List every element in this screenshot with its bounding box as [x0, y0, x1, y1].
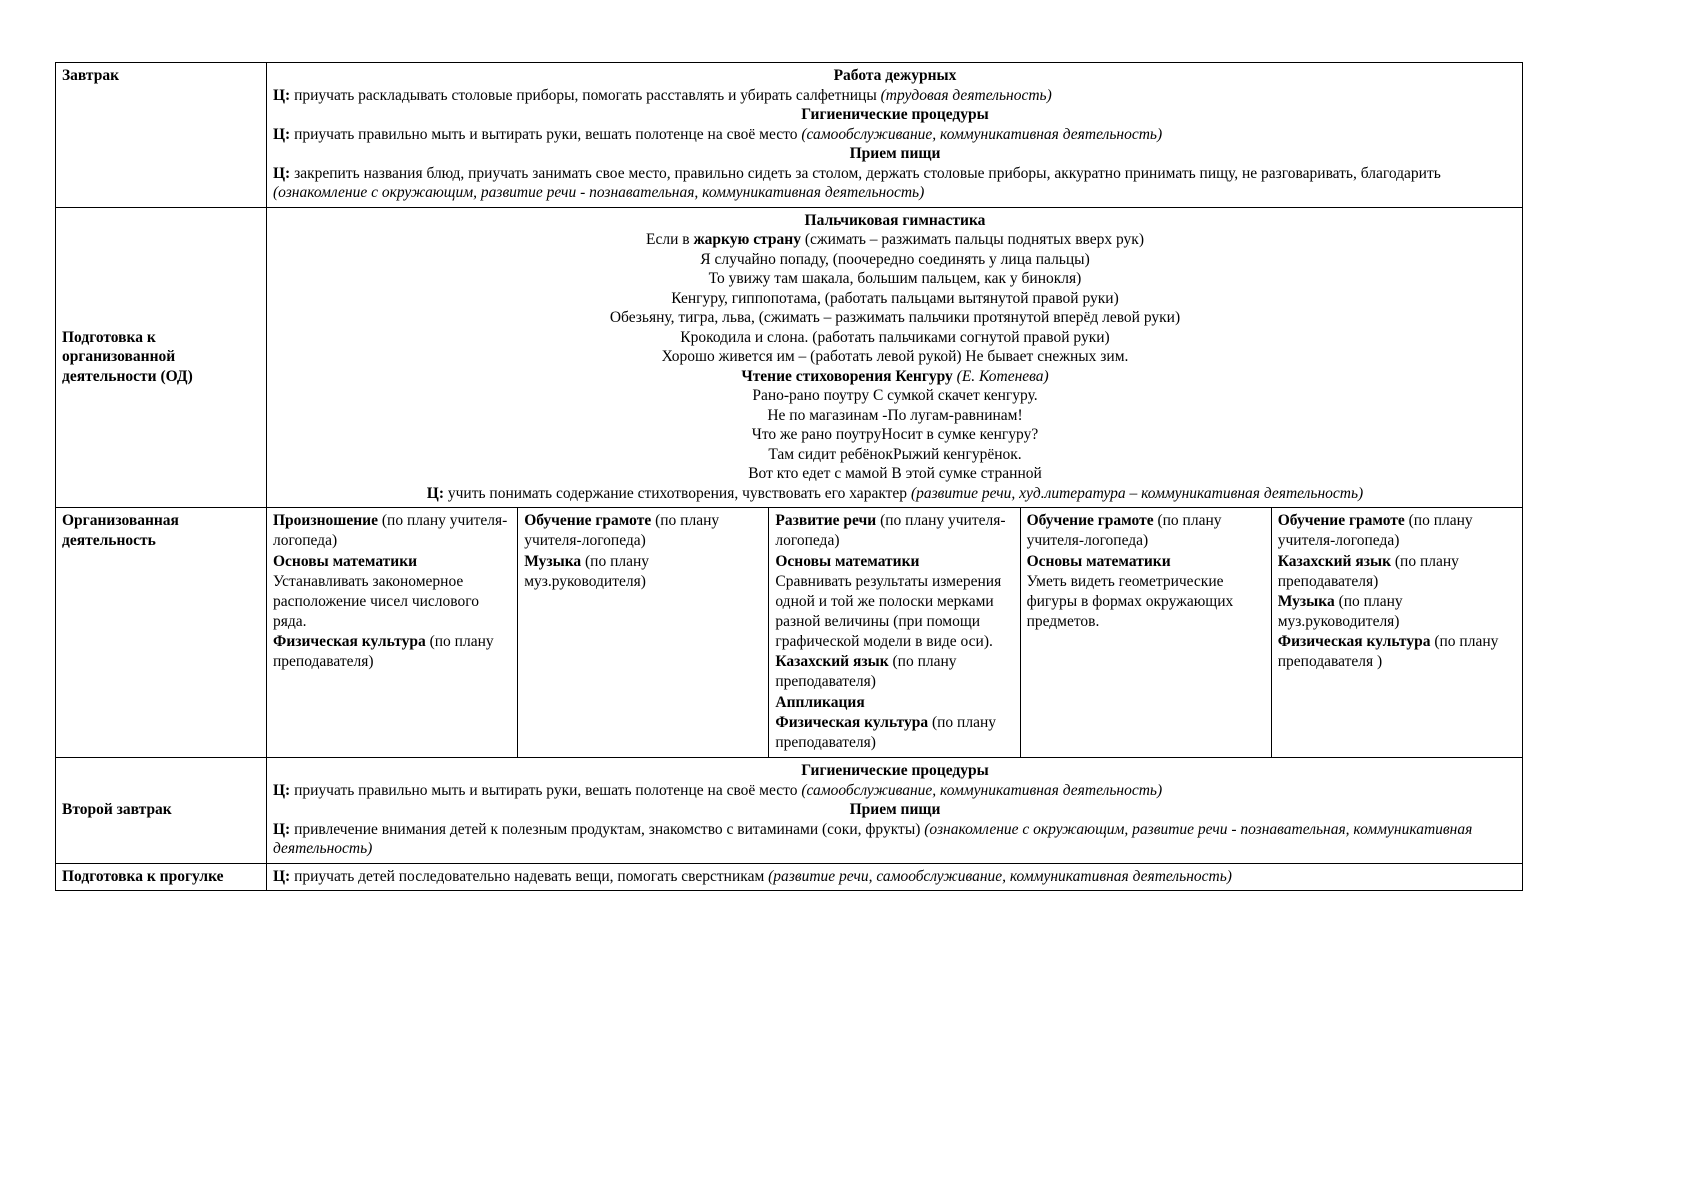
od-item-detail: (по плану преподавателя) [775, 653, 957, 691]
breakfast-block2-header: Гигиенические процедуры [801, 106, 989, 124]
reading-title: Чтение стиховорения Кенгуру [741, 367, 953, 385]
od-item [273, 632, 512, 672]
poem-line: Не по магазинам -По лугам-равнинам! [767, 406, 1023, 424]
goal-text: приучать детей последовательно надевать вещи, помогать сверстникам [290, 867, 769, 885]
breakfast-block3-goal [273, 164, 1517, 203]
goal-activity-type: (трудовая деятельность) [880, 86, 1052, 104]
od-item-subject: Основы математики [775, 552, 920, 570]
goal-text: приучать правильно мыть и вытирать руки, вешать полотенце на своё место [290, 125, 802, 143]
od-item-subject: Основы математики [1026, 552, 1171, 570]
breakfast-block2-goal [273, 125, 1517, 145]
row-content-preparation-od [267, 207, 1523, 508]
preparation-od-goal [273, 484, 1517, 504]
breakfast-block3-header: Прием пищи [849, 145, 941, 163]
od-item-subject: Физическая культура [1277, 633, 1431, 651]
od-column-1 [267, 508, 518, 758]
poem-line: Там сидит ребёнокРыжий кенгурёнок. [768, 445, 1022, 463]
od-item-detail: (по плану преподавателя) [775, 713, 997, 751]
table-row-organized-activity [56, 508, 1523, 758]
od-item-detail: (по плану преподавателя) [273, 633, 494, 671]
second-breakfast-block1-header: Гигиенические процедуры [801, 762, 989, 780]
goal-prefix: Ц: [273, 164, 291, 182]
second-breakfast-block1-goal [273, 781, 1517, 801]
goal-activity-type: (ознакомление с окружающим, развитие речи - познавательная, коммуникативная деятельность) [273, 820, 1473, 858]
od-item-subject: Казахский язык [775, 653, 889, 671]
od-item [273, 511, 512, 551]
second-breakfast-block2-header: Прием пищи [849, 801, 941, 819]
od-item [775, 572, 1014, 653]
row-content-breakfast [267, 63, 1523, 208]
od-item-detail: (по плану учителя-логопеда) [524, 512, 720, 550]
row-label-breakfast [56, 63, 267, 208]
goal-text: привлечение внимания детей к полезным продуктам, знакомство с витаминами (соки, фрукты) [290, 820, 925, 838]
table-row-breakfast [56, 63, 1523, 208]
od-item-detail: (по плану преподавателя ) [1277, 633, 1499, 671]
goal-prefix: Ц: [426, 484, 444, 502]
poem-line: Что же рано поутруНосит в сумке кенгуру? [751, 426, 1039, 444]
od-item-detail: (по плану учителя-логопеда) [1026, 512, 1222, 550]
od-item [775, 552, 1014, 572]
row-content-second-breakfast [267, 758, 1523, 864]
goal-activity-type: (ознакомление с окружающим, развитие речи - познавательная, коммуникативная деятельность) [273, 184, 925, 202]
od-item [775, 713, 1014, 753]
od-item-detail: Уметь видеть геометрические фигуры в формах окружающих предметов. [1026, 572, 1234, 631]
od-item [524, 552, 763, 592]
goal-prefix: Ц: [273, 820, 291, 838]
gymnastics-line: Кенгуру, гиппопотама, (работать пальцами вытянутой правой руки) [671, 289, 1119, 307]
goal-prefix: Ц: [273, 781, 291, 799]
gymnastics-line: Хорошо живется им – (работать левой рукой) Не бывает снежных зим. [661, 348, 1129, 366]
gymnastics-line: Если в жаркую страну (сжимать – разжимать пальцы поднятых вверх рук) [645, 231, 1144, 249]
row-label-text: Организованная деятельность [62, 512, 179, 549]
goal-activity-type: (развитие речи, самообслуживание, коммуникативная деятельность) [768, 867, 1232, 885]
goal-text: закрепить названия блюд, приучать занимать свое место, правильно сидеть за столом, держать столовые приборы, аккуратно принимать пищу, не разговаривать, благодарить [290, 164, 1441, 182]
od-item-subject: Обучение грамоте [1277, 512, 1405, 530]
od-item-detail: (по плану учителя-логопеда) [775, 512, 1006, 550]
od-item [273, 572, 512, 632]
od-item [1027, 572, 1266, 632]
gymnastics-line: То увижу там шакала, большим пальцем, как у бинокля) [708, 270, 1082, 288]
od-item [775, 693, 1014, 713]
table-row-second-breakfast [56, 758, 1523, 864]
od-item-subject: Обучение грамоте [1026, 512, 1154, 530]
od-item [273, 552, 512, 572]
od-item [1027, 511, 1266, 551]
od-item-subject: Казахский язык [1277, 552, 1392, 570]
od-column-4 [1020, 508, 1271, 758]
gymnastics-line: Обезьяну, тигра, льва, (сжимать – разжимать пальчики протянутой вперёд левой руки) [609, 309, 1181, 327]
od-item [1278, 592, 1517, 632]
od-item-detail: (по плану муз.руководителя) [1277, 592, 1403, 631]
poem-line: Вот кто едет с мамой В этой сумке странной [748, 465, 1042, 483]
od-item-detail: (по плану учителя-логопеда) [1277, 512, 1473, 550]
od-item-subject: Музыка [1277, 592, 1335, 610]
od-item [775, 652, 1014, 692]
od-item [1027, 552, 1266, 572]
od-column-2 [518, 508, 769, 758]
od-item-subject: Физическая культура [273, 633, 426, 651]
row-label-text: Подготовка к организованной деятельности (ОД) [62, 328, 193, 385]
row-label-text: Подготовка к прогулке [62, 867, 224, 885]
goal-prefix: Ц: [273, 125, 291, 143]
od-item [1278, 632, 1517, 672]
goal-activity-type: (развитие речи, худ.литература – коммуникативная деятельность) [910, 484, 1364, 502]
reading-author: (Е. Котенева) [952, 367, 1049, 385]
walk-preparation-goal [273, 867, 1517, 887]
od-item-subject: Произношение [273, 512, 378, 530]
od-column-3 [769, 508, 1020, 758]
row-label-preparation-od [56, 207, 267, 508]
daily-schedule-table [55, 62, 1523, 891]
od-item [524, 511, 763, 551]
row-label-organized-activity [56, 508, 267, 758]
goal-text: приучать раскладывать столовые приборы, помогать расставлять и убирать салфетницы [290, 86, 881, 104]
row-label-second-breakfast [56, 758, 267, 864]
goal-prefix: Ц: [273, 86, 291, 104]
od-item-detail: (по плану муз.руководителя) [524, 552, 650, 590]
od-item-detail: (по плану преподавателя) [1277, 552, 1459, 590]
od-item [775, 511, 1014, 551]
row-label-text: Завтрак [62, 67, 120, 84]
poem-line: Рано-рано поутру С сумкой скачет кенгуру. [752, 387, 1038, 405]
od-item-subject: Обучение грамоте [524, 512, 652, 530]
od-item-detail: Сравнивать результаты измерения одной и той же полоски мерками разной величины (при помощи графической модели в виде оси). [775, 572, 1002, 651]
gymnastics-line: Крокодила и слона. (работать пальчиками согнутой правой руки) [680, 328, 1110, 346]
gymnastics-emphasis: жаркую страну [693, 231, 801, 249]
od-item [1278, 511, 1517, 551]
goal-prefix: Ц: [273, 867, 291, 885]
od-item-subject: Аппликация [775, 693, 865, 711]
row-label-walk-preparation [56, 863, 267, 891]
od-item-subject: Основы математики [273, 552, 418, 570]
goal-activity-type: (самообслуживание, коммуникативная деятельность) [801, 781, 1163, 799]
second-breakfast-block2-goal [273, 820, 1517, 859]
gymnastics-line: Я случайно попаду, (поочередно соединять у лица пальцы) [700, 250, 1090, 268]
od-item [1278, 552, 1517, 592]
goal-text: учить понимать содержание стихотворения, чувствовать его характер [444, 484, 911, 502]
od-item-subject: Физическая культура [775, 713, 929, 731]
table-row-walk-preparation [56, 863, 1523, 891]
od-column-5 [1271, 508, 1522, 758]
goal-text: приучать правильно мыть и вытирать руки, вешать полотенце на своё место [290, 781, 802, 799]
goal-activity-type: (самообслуживание, коммуникативная деятельность) [801, 125, 1163, 143]
gymnastics-header: Пальчиковая гимнастика [804, 211, 986, 229]
table-row-preparation-od [56, 207, 1523, 508]
reading-header [273, 367, 1517, 387]
row-content-walk-preparation [267, 863, 1523, 891]
breakfast-block1-goal [273, 86, 1517, 106]
od-item-subject: Развитие речи [775, 512, 877, 530]
od-item-subject: Музыка [524, 552, 582, 570]
od-item-detail: (по плану учителя-логопеда) [273, 512, 508, 550]
od-item-detail: Устанавливать закономерное расположение чисел числового ряда. [273, 572, 479, 631]
breakfast-block1-header: Работа дежурных [833, 67, 957, 84]
row-label-text: Второй завтрак [62, 801, 172, 819]
